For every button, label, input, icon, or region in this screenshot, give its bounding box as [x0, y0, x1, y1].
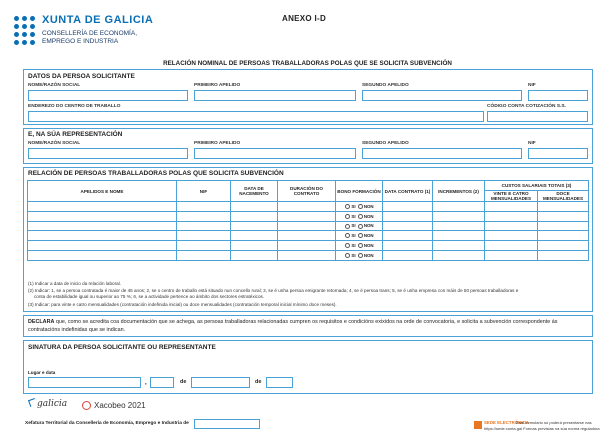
col-nif-header: NIF — [177, 181, 231, 202]
radio-non-label: NON — [363, 252, 374, 258]
table-cell[interactable] — [485, 202, 538, 212]
table-cell[interactable] — [538, 221, 589, 231]
table-row — [28, 211, 589, 221]
declara-text — [28, 319, 590, 334]
table-cell[interactable] — [485, 250, 538, 260]
solicitante-nif-field[interactable] — [528, 90, 588, 101]
table-cell[interactable] — [278, 250, 336, 260]
table-row — [28, 250, 589, 260]
table-cell[interactable] — [177, 231, 231, 241]
mes-field[interactable] — [191, 377, 250, 388]
radio-si[interactable] — [345, 204, 350, 209]
radio-non-label: NON — [363, 203, 374, 209]
col-incrementos-header: INCREMENTOS (2) — [433, 181, 485, 202]
table-cell[interactable] — [28, 231, 177, 241]
representacion-nif-label: NIF — [528, 141, 536, 146]
table-cell[interactable] — [538, 202, 589, 212]
table-cell[interactable] — [231, 221, 278, 231]
logo-subtitle-1: CONSELLERÍA DE ECONOMÍA, — [42, 30, 137, 37]
table-cell[interactable] — [383, 202, 433, 212]
table-cell[interactable] — [538, 231, 589, 241]
relacion-title: RELACIÓN DE PERSOAS TRABALLADORAS POLAS QUE SOLICITA SUBVENCIÓN — [28, 170, 284, 177]
table-cell[interactable] — [433, 241, 485, 251]
table-cell[interactable] — [177, 211, 231, 221]
de-label-2: de — [255, 379, 262, 385]
solicitante-nome-field[interactable] — [28, 90, 188, 101]
table-cell[interactable] — [28, 221, 177, 231]
table-cell[interactable] — [538, 250, 589, 260]
table-cell[interactable] — [433, 221, 485, 231]
xacobeo-shell-icon — [82, 401, 91, 410]
representacion-apelido2-label: SEGUNDO APELIDO — [362, 141, 409, 146]
col-data-contrato-header: DATA CONTRATO (1) — [383, 181, 433, 202]
radio-si-label: SI — [351, 252, 356, 258]
logo-subtitle-2: EMPREGO E INDUSTRIA — [42, 38, 119, 45]
table-cell[interactable] — [28, 241, 177, 251]
col-bono-header: BONO FORMACIÓN — [336, 181, 383, 202]
relacion-table — [27, 180, 589, 261]
radio-non[interactable] — [358, 233, 363, 238]
document-title: RELACIÓN NOMINAL DE PERSOAS TRABALLADORAS POLAS QUE SE SOLICITA SUBVENCIÓN — [163, 60, 452, 67]
solicitante-apelido1-field[interactable] — [194, 90, 356, 101]
galicia-logo-text: galicia — [37, 399, 68, 409]
xefatura-field[interactable] — [194, 419, 260, 429]
radio-si-label: SI — [351, 242, 356, 248]
table-cell[interactable] — [28, 211, 177, 221]
radio-si-label: SI — [351, 213, 356, 219]
representacion-apelido1-field[interactable] — [194, 148, 356, 159]
table-cell[interactable] — [383, 250, 433, 260]
galicia-mark-icon — [28, 398, 37, 407]
table-cell[interactable] — [231, 250, 278, 260]
table-cell[interactable] — [485, 211, 538, 221]
declara-body: que, como se acredita coa documentación que se achega, as persoas traballadoras relacionadas cumpren os requisitos e condicións exixidos na orde de convocatoria, e solicita a subvención correspondente ás contratacións indefinidas que se indican. — [28, 319, 558, 333]
table-cell[interactable] — [28, 202, 177, 212]
table-row — [28, 202, 589, 212]
ano-field[interactable] — [266, 377, 293, 388]
sinatura-title: SINATURA DA PERSOA SOLICITANTE OU REPRESENTANTE — [28, 344, 216, 351]
table-cell[interactable] — [433, 202, 485, 212]
radio-si[interactable] — [345, 253, 350, 258]
radio-non[interactable] — [358, 214, 363, 219]
table-cell[interactable] — [383, 221, 433, 231]
table-cell[interactable] — [433, 250, 485, 260]
galicia-logo — [29, 399, 67, 409]
representacion-nome-field[interactable] — [28, 148, 188, 159]
table-cell[interactable] — [278, 241, 336, 251]
bono-radio-group — [336, 221, 383, 231]
lugar-data-label: Lugar e data — [28, 370, 56, 375]
bono-radio-group — [336, 241, 383, 251]
solicitante-title: DATOS DA PERSOA SOLICITANTE — [28, 73, 135, 80]
col-duracion-header: DURACIÓN DO CONTRATO — [278, 181, 336, 202]
anexo-label: ANEXO I-D — [282, 14, 327, 23]
table-cell[interactable] — [28, 250, 177, 260]
table-row — [28, 221, 589, 231]
table-row — [28, 241, 589, 251]
bono-radio-group — [336, 250, 383, 260]
xunta-emblem-icon — [14, 16, 36, 50]
table-cell[interactable] — [177, 241, 231, 251]
radio-non-label: NON — [363, 223, 374, 229]
representacion-nome-label: NOME/RAZÓN SOCIAL — [28, 141, 81, 146]
codigo-conta-label: CÓDIGO CONTA COTIZACIÓN S.S. — [487, 104, 566, 109]
de-label-1: de — [180, 379, 187, 385]
table-cell[interactable] — [433, 211, 485, 221]
representacion-nif-field[interactable] — [528, 148, 588, 159]
col-custos-header: CUSTOS SALARIAIS TOTAIS (3) — [485, 181, 589, 191]
table-cell[interactable] — [485, 231, 538, 241]
representacion-title: E, NA SÚA REPRESENTACIÓN — [28, 131, 123, 138]
table-cell[interactable] — [278, 202, 336, 212]
table-cell[interactable] — [383, 231, 433, 241]
table-cell[interactable] — [278, 221, 336, 231]
table-cell[interactable] — [231, 231, 278, 241]
representacion-apelido2-field[interactable] — [362, 148, 522, 159]
enderezo-field[interactable] — [28, 111, 484, 122]
solicitante-apelido2-field[interactable] — [362, 90, 522, 101]
table-cell[interactable] — [231, 211, 278, 221]
table-cell[interactable] — [383, 211, 433, 221]
bono-radio-group — [336, 231, 383, 241]
logo-title: XUNTA DE GALICIA — [42, 14, 154, 26]
col-apelidos-header: APELIDOS E NOME — [28, 181, 177, 202]
sede-text-1: Este formulario só poderá presentarse nas — [516, 420, 592, 425]
solicitante-nome-label: NOME/RAZÓN SOCIAL — [28, 83, 81, 88]
note-2a: (2) Indicar: 1, se a persoa contratada é maior de 45 anos; 2, se o centro de traballo está situado nun concello rural; 3, se é unha persoa emigrante retornada; 4, se é persoa trans; 5, se é unha empresa con máis de 50 persoas traballadoras e — [28, 288, 519, 293]
radio-si[interactable] — [345, 214, 350, 219]
radio-si-label: SI — [351, 233, 356, 239]
dia-field[interactable] — [150, 377, 174, 388]
col-vinte-header: VINTE E CATRO MENSUALIDADES — [485, 191, 538, 202]
table-cell[interactable] — [383, 241, 433, 251]
note-1: (1) Indicar a data de inicio da relación laboral. — [28, 281, 121, 286]
table-cell[interactable] — [231, 202, 278, 212]
table-cell[interactable] — [177, 202, 231, 212]
table-cell[interactable] — [278, 231, 336, 241]
bono-radio-group — [336, 202, 383, 212]
table-cell[interactable] — [231, 241, 278, 251]
solicitante-nif-label: NIF — [528, 83, 536, 88]
solicitante-apelido2-label: SEGUNDO APELIDO — [362, 83, 409, 88]
xunta-logo — [14, 14, 164, 54]
radio-si[interactable] — [345, 243, 350, 248]
col-doce-header: DOCE MENSUALIDADES — [538, 191, 589, 202]
xacobeo-logo-text: Xacobeo 2021 — [94, 401, 146, 410]
declara-lead: DECLARA — [28, 319, 55, 325]
sede-text-2: https://sede.xunta.gal Formas previstas na súa norma reguladora — [484, 426, 600, 431]
table-cell[interactable] — [538, 211, 589, 221]
solicitante-apelido1-label: PRIMEIRO APELIDO — [194, 83, 241, 88]
table-cell[interactable] — [485, 221, 538, 231]
table-cell[interactable] — [538, 241, 589, 251]
enderezo-label: ENDEREZO DO CENTRO DE TRABALLO — [28, 104, 121, 109]
table-cell[interactable] — [485, 241, 538, 251]
radio-si-label: SI — [351, 223, 356, 229]
comma-separator: , — [145, 380, 147, 386]
table-cell[interactable] — [177, 221, 231, 231]
note-2b: conta de estabilidade igual ou superior ao 75 %; 6, se a actividade pertence ao ámbito dos sectores estratéxicos. — [34, 294, 265, 299]
note-3: (3) Indicar: para vinte e catro mensualidades (contratación indefinida inicial) ou doce mensualidades (contratación temporal inicial mínimo doce meses). — [28, 302, 337, 307]
bono-radio-group — [336, 211, 383, 221]
table-cell[interactable] — [177, 250, 231, 260]
table-cell[interactable] — [433, 231, 485, 241]
table-cell[interactable] — [278, 211, 336, 221]
sede-electronica-label: SEDE ELECTRÓNICA — [484, 420, 529, 425]
table-row — [28, 231, 589, 241]
xefatura-label: Xefatura Territorial da Consellería de Economía, Emprego e Industria de — [25, 421, 189, 426]
radio-non-label: NON — [363, 242, 374, 248]
radio-non-label: NON — [363, 213, 374, 219]
radio-non[interactable] — [358, 204, 363, 209]
radio-non-label: NON — [363, 233, 374, 239]
radio-si[interactable] — [345, 224, 350, 229]
col-nacemento-header: DATA DE NACEMENTO — [231, 181, 278, 202]
radio-si[interactable] — [345, 233, 350, 238]
representacion-apelido1-label: PRIMEIRO APELIDO — [194, 141, 241, 146]
sede-electronica-icon — [474, 421, 482, 429]
lugar-field[interactable] — [28, 377, 141, 388]
radio-non[interactable] — [358, 253, 363, 258]
radio-non[interactable] — [358, 243, 363, 248]
xacobeo-logo — [82, 401, 146, 410]
radio-si-label: SI — [351, 203, 356, 209]
codigo-conta-field[interactable] — [487, 111, 588, 122]
radio-non[interactable] — [358, 224, 363, 229]
